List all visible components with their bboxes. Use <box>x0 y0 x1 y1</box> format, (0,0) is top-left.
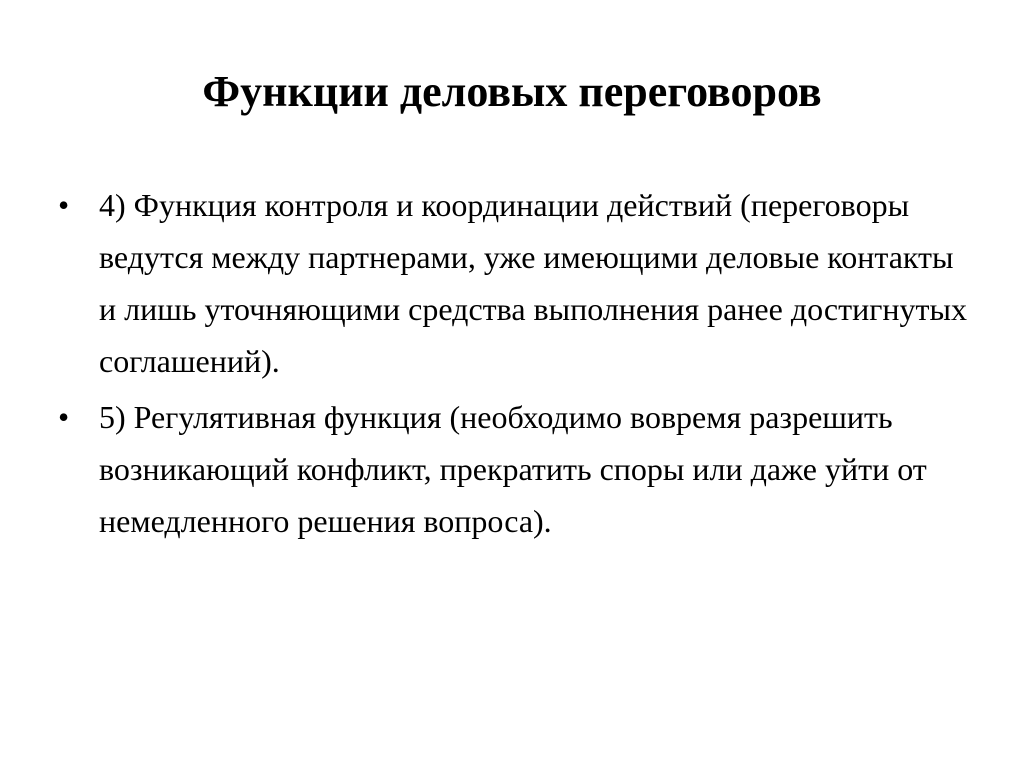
bullet-list <box>58 179 978 551</box>
bullet-text: 4) Функция контроля и координации действий (переговоры ведутся между партнерами, уже имеющими деловые контакты и лишь уточняющими средства выполнения ранее достигнутых соглашений). <box>99 187 967 379</box>
bullet-marker: • <box>58 399 70 435</box>
bullet-item-control-function <box>58 179 978 387</box>
bullet-marker: • <box>58 187 70 223</box>
bullet-text: 5) Регулятивная функция (необходимо вовремя разрешить возникающий конфликт, прекратить споры или даже уйти от немедленного решения вопроса). <box>99 399 927 539</box>
slide-title: Функции деловых переговоров <box>202 67 822 116</box>
bullet-item-regulative-function <box>58 391 978 547</box>
